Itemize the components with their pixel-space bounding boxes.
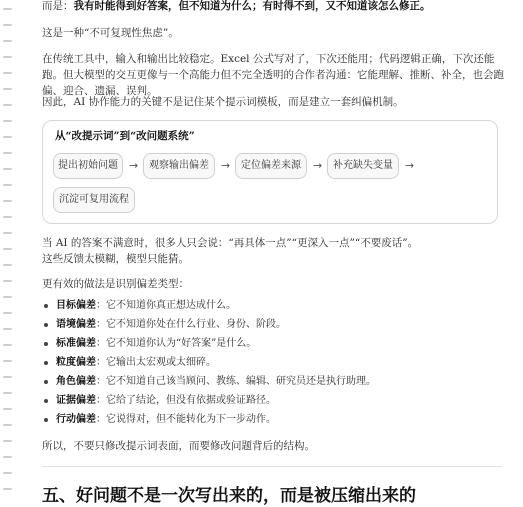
- section-heading: 五、好问题不是一次写出来的，而是被压缩出来的: [42, 486, 416, 506]
- left-gutter-markers: [0, 0, 24, 500]
- bias-term: 证据偏差: [56, 395, 96, 406]
- anxiety-line: 这是一种“不可复现性焦虑”。: [42, 27, 179, 39]
- list-item: [42, 296, 502, 315]
- bias-term: 粒度偏差: [56, 357, 96, 368]
- list-item: [42, 391, 502, 410]
- flow-step-fill-variables: 补充缺失变量: [327, 153, 399, 179]
- bias-desc: ：它不知道你处在什么行业、身份、阶段。: [96, 319, 286, 330]
- flow-arrow-1: →: [129, 159, 139, 172]
- list-item: [42, 353, 502, 372]
- flow-arrow-2: →: [221, 159, 231, 172]
- bias-term: 语境偏差: [56, 319, 96, 330]
- list-item: [42, 315, 502, 334]
- vague-feedback-line: 这些反馈太模糊，模型只能猜。: [42, 253, 189, 265]
- bias-desc: ：它输出太宏观或太细碎。: [96, 357, 216, 368]
- flow-step-initial-question: 提出初始问题: [53, 153, 123, 179]
- better-approach-line: 更有效的做法是识别偏差类型：: [42, 278, 189, 290]
- bias-type-list: [42, 296, 502, 429]
- bias-term: 行动偏差: [56, 414, 96, 425]
- intro-emphasis: 我有时能得到好答案，但不知道为什么；有时得不到，又不知道该怎么修正。: [73, 0, 431, 12]
- flow-step-reusable-process: 沉淀可复用流程: [53, 187, 135, 213]
- bias-term: 标准偏差: [56, 338, 96, 349]
- bias-term: 目标偏差: [56, 300, 96, 311]
- paragraph-tools: 在传统工具中，输入和输出比较稳定。Excel 公式写对了，下次还能用；代码逻辑正确，下次还能跑。但大模型的交互更像与一个高能力但不完全透明的合作者沟通：它能理解、推断、补全，也会跑偏、迎合、遗漏、误判。: [42, 53, 504, 97]
- flow-arrow-3: →: [313, 159, 323, 172]
- flow-step-observe-deviation: 观察输出偏差: [143, 153, 215, 179]
- flow-step-locate-source: 定位偏差来源: [235, 153, 307, 179]
- list-item: [42, 334, 502, 353]
- bias-desc: ：它不知道自己该当顾问、教练、编辑、研究员还是执行助理。: [96, 376, 376, 387]
- paragraph-key: 因此，AI 协作能力的关键不是记住某个提示词模板，而是建立一套纠偏机制。: [42, 96, 404, 108]
- intro-prefix: 而是：: [42, 0, 74, 12]
- list-item: [42, 372, 502, 391]
- unsatisfied-line: 当 AI 的答案不满意时，很多人只会说：“再具体一点”“更深入一点”“不要废话”。: [42, 237, 419, 249]
- flow-diagram-card: [42, 120, 498, 224]
- flow-arrow-4: →: [405, 159, 415, 172]
- bias-desc: ：它给了结论，但没有依据或验证路径。: [96, 395, 276, 406]
- list-item: [42, 410, 502, 429]
- bias-desc: ：它说得对，但不能转化为下一步动作。: [96, 414, 276, 425]
- intro-line: [42, 0, 431, 15]
- bias-desc: ：它不知道你认为“好答案”是什么。: [96, 338, 257, 349]
- section-divider: [42, 466, 502, 467]
- bias-term: 角色偏差: [56, 376, 96, 387]
- closing-line: 所以，不要只修改提示词表面，而要修改问题背后的结构。: [42, 440, 315, 452]
- bias-desc: ：它不知道你真正想达成什么。: [96, 300, 236, 311]
- flow-title: 从“改提示词”到“改问题系统”: [55, 130, 195, 142]
